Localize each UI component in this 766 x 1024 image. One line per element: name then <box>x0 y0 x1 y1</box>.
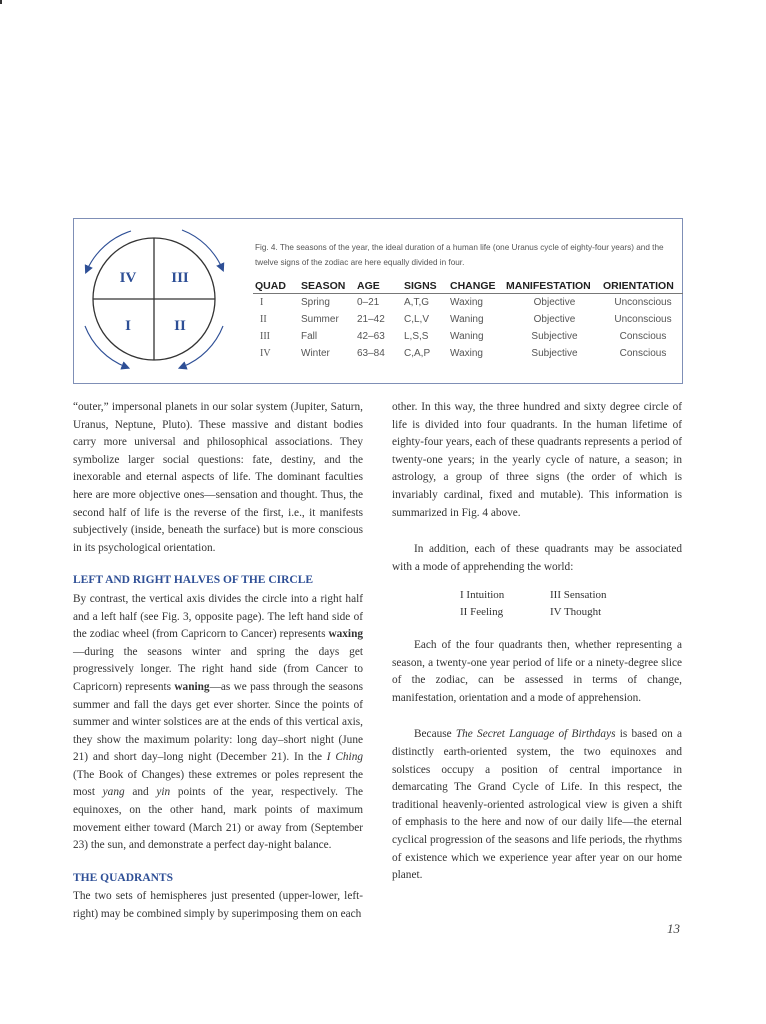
col-header-quad: QUAD <box>253 279 301 294</box>
cell-age: 42–63 <box>357 331 385 342</box>
cell-season: Winter <box>301 348 330 359</box>
text-run: —as we pass through the seasons summer and fall the days get ever shorter. Since the points of summer and winter solstices are at the ends of this vertical axis, they show the maximum polarity: long day–short night (June 21) and short day–long night (December 21). In the <box>73 680 363 764</box>
cell-season: Spring <box>301 297 330 308</box>
cell-signs: A,T,G <box>404 297 430 308</box>
mode-item: IV Thought <box>550 606 602 618</box>
table-row <box>253 345 683 362</box>
cell-change: Waning <box>450 314 484 325</box>
text-run: and <box>124 786 157 799</box>
modes-row <box>460 587 607 604</box>
cell-age: 21–42 <box>357 314 385 325</box>
scan-mark <box>0 0 2 4</box>
cell-quad: II <box>260 314 267 325</box>
table-header-row <box>253 279 683 294</box>
book-title: I Ching <box>326 751 363 764</box>
quadrant-label-i: I <box>125 318 131 334</box>
text-run: By contrast, the vertical axis divides the circle into a right half and a left half (see Fig. 3, opposite page). The left hand side of the zodiac wheel (from Capricorn to Cancer) represents <box>73 592 363 641</box>
text-run: (The Book of Changes) these extremes or poles represent the most <box>73 768 363 799</box>
col-header-orientation: ORIENTATION <box>603 279 683 294</box>
book-title: The Secret Language of Birthdays <box>455 728 616 741</box>
section-heading: LEFT AND RIGHT HALVES OF THE CIRCLE <box>73 574 314 587</box>
paragraph: other. In this way, the three hundred and sixty degree circle of life is divided into four quadrants. In the human lifetime of eighty-four years, each of these quadrants represents a period of twenty-one years; in the yearly cycle of nature, a season; in astrology, a group of three signs (the order of which is invariably cardinal, fixed and mutable). This information is summarized in Fig. 4 above. <box>392 401 682 519</box>
term-yin: yin <box>156 786 171 799</box>
quadrant-label-ii: II <box>174 318 186 334</box>
quadrant-wheel <box>74 224 234 374</box>
cell-orientation: Unconscious <box>614 297 672 308</box>
table-row <box>253 294 683 312</box>
figure-caption <box>255 240 675 270</box>
right-column-lower <box>392 637 682 885</box>
page-number: 13 <box>667 921 680 936</box>
mode-item: III Sensation <box>550 589 607 601</box>
cell-quad: III <box>260 331 270 342</box>
term-yang: yang <box>102 786 125 799</box>
table-row <box>253 328 683 345</box>
cell-manifestation: Subjective <box>531 348 578 359</box>
col-header-signs: SIGNS <box>404 279 450 294</box>
paragraph <box>392 726 682 884</box>
col-header-change: CHANGE <box>450 279 506 294</box>
cell-orientation: Unconscious <box>614 314 672 325</box>
cell-signs: C,L,V <box>404 314 430 325</box>
quadrant-label-iv: IV <box>119 270 137 286</box>
paragraph: “outer,” impersonal planets in our solar system (Jupiter, Saturn, Uranus, Neptune, Pluto). These massive and distant bodies carry more universal and philosophical associations. They symbolize larger social questions: fate, destiny, and the inexorable and eternal aspects of life. The dominant faculties here are more objective ones—sensation and thought. Thus, the second half of life is the reverse of the first, i.e., it manifests subjectively (inside, beneath the surface) but is more conscious in its psychological orientation. <box>73 401 363 554</box>
apprehension-modes <box>460 587 607 621</box>
cell-orientation: Conscious <box>619 348 667 359</box>
cell-season: Summer <box>301 314 339 325</box>
col-header-age: AGE <box>357 279 404 294</box>
arrow-bottom-right <box>182 326 223 367</box>
term-waning: waning <box>174 680 210 693</box>
cell-season: Fall <box>301 331 318 342</box>
cell-change: Waxing <box>450 348 483 359</box>
cell-quad: IV <box>260 348 271 359</box>
cell-signs: L,S,S <box>404 331 429 342</box>
col-header-manifestation: MANIFESTATION <box>506 279 603 294</box>
left-column <box>73 399 363 924</box>
cell-manifestation: Objective <box>533 297 576 308</box>
modes-row <box>460 604 607 621</box>
paragraph <box>73 591 363 855</box>
cell-quad: I <box>260 297 264 308</box>
cell-age: 0–21 <box>357 297 380 308</box>
col-header-season: SEASON <box>301 279 357 294</box>
cell-signs: C,A,P <box>404 348 431 359</box>
right-column <box>392 399 682 576</box>
term-waxing: waxing <box>328 628 363 641</box>
table-row <box>253 311 683 328</box>
quadrant-table <box>253 279 683 362</box>
quadrant-label-iii: III <box>171 270 189 286</box>
text-run: —during the seasons winter and spring the days get progressively longer. The right hand side (from Cancer to Capricorn) represents <box>73 645 363 693</box>
caption-line: Fig. 4. The seasons of the year, the ideal duration of a human life (one Uranus cycle of eighty-four years) and the <box>255 243 664 252</box>
mode-item: II Feeling <box>460 606 504 618</box>
paragraph: The two sets of hemispheres just presented (upper-lower, left-right) may be combined simply by superimposing them on each <box>73 890 363 921</box>
cell-change: Waning <box>450 331 484 342</box>
cell-orientation: Conscious <box>619 331 667 342</box>
text-run: Because <box>414 728 456 741</box>
text-run: is based on a distinctly earth-oriented system, the two equinoxes and solstices occupy a position of central importance in demarcating The Grand Cycle of Life. In this respect, the traditional heavenly-oriented astrological view is given a shift of emphasis to the here and now of our daily life—the eternal cyclical progression of the seasons and life periods, the rhythms of existence which we experience year after year on our home planet. <box>392 728 682 882</box>
cell-change: Waxing <box>450 297 483 308</box>
arrow-top-left <box>87 231 131 270</box>
caption-line: twelve signs of the zodiac are here equally divided in four. <box>255 258 465 267</box>
arrow-bottom-left <box>85 326 126 367</box>
cell-manifestation: Subjective <box>531 331 578 342</box>
paragraph: In addition, each of these quadrants may be associated with a mode of apprehending the world: <box>392 543 682 573</box>
text-run: points of the year, respectively. The equinoxes, on the other hand, mark points of maximum movement either toward (March 21) or away from (September 23) the sun, and demonstrate a perfect day-night balance. <box>73 786 363 852</box>
paragraph: Each of the four quadrants then, whether representing a season, a twenty-one year period of life or a ninety-degree slice of the zodiac, can be assessed in terms of change, manifestation, orientation and a mode of apprehension. <box>392 639 682 704</box>
cell-age: 63–84 <box>357 348 385 359</box>
cell-manifestation: Objective <box>533 314 576 325</box>
section-heading: THE QUADRANTS <box>73 871 174 884</box>
mode-item: I Intuition <box>460 589 505 601</box>
